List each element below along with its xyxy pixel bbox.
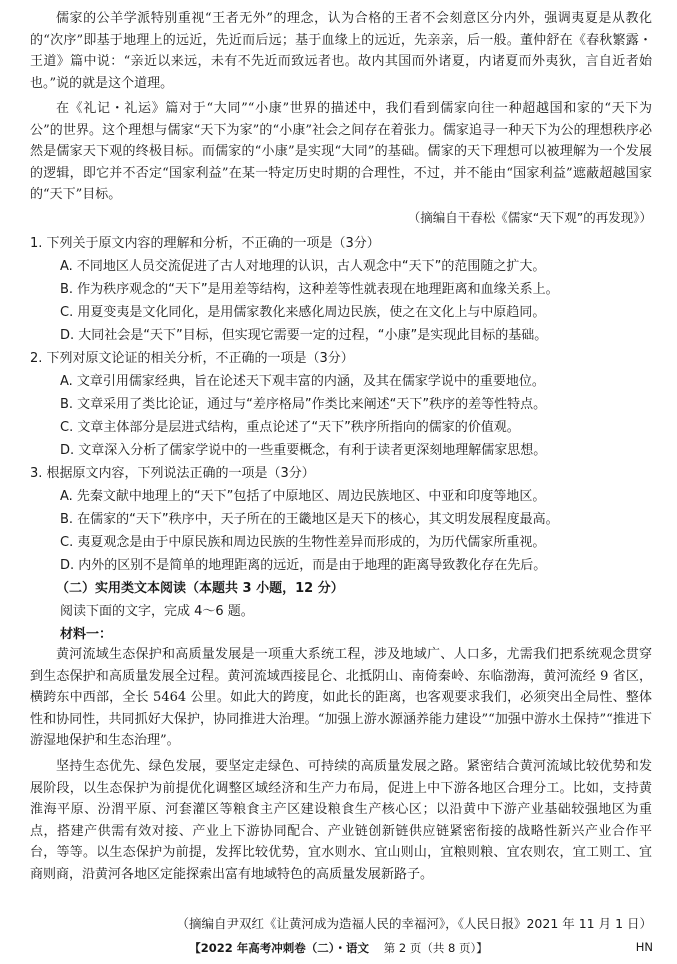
footer-center: [0, 940, 677, 956]
question-3-option-b: B. 在儒家的“天下”秩序中，天子所在的王畿地区是天下的核心，其文明发展程度最高。: [60, 512, 559, 527]
question-2-option-c: C. 文章主体部分是层进式结构，重点论述了“天下”秩序所指向的儒家的价值观。: [60, 420, 520, 435]
question-3-option-a: A. 先秦文献中地理上的“天下”包括了中原地区、周边民族地区、中亚和印度等地区。: [60, 489, 546, 504]
question-1-option-b: B. 作为秩序观念的“天下”是用差等结构，这种差等性就表现在地理距离和血缘关系上。: [60, 282, 559, 297]
source-citation-2: （摘编自尹双红《让黄河成为造福人民的幸福河》，《人民日报》2021 年 11 月 1 日）: [176, 916, 652, 931]
paragraph-green-development: 坚持生态优先、绿色发展，要坚定走绿色、可持续的高质量发展之路。紧密结合黄河流域比较优势和发展阶段，以生态保护为前提优化调整区域经济和生产力布局，促进上中下游各地区合理分工。比如，支持黄淮海平原、汾渭平原、河套灌区等粮食主产区建设粮食生产核心区；以沿黄中下游产业基础较强地区为重点，搭建产供需有效对接、产业上下游协同配合、产业链创新链供应链紧密衔接的战略性新兴产业合作平台，等等。以生态保护为前提，发挥比较优势，宜水则水、宜山则山，宜粮则粮、宜农则农，宜工则工、宜商则商，沿黄河各地区定能探索出富有地域特色的高质量发展新路子。: [30, 759, 652, 882]
question-2-option-b: B. 文章采用了类比论证，通过与“差序格局”作类比来阐述“天下”秩序的差等性特点。: [60, 397, 547, 412]
question-1-option-a: A. 不同地区人员交流促进了古人对地理的认识，古人观念中“天下”的范围随之扩大。: [60, 259, 546, 274]
question-1-stem: 1. 下列关于原文内容的理解和分析，不正确的一项是（3分）: [30, 236, 380, 251]
question-3-option-c: C. 夷夏观念是由于中原民族和周边民族的生物性差异而形成的，为历代儒家所重视。: [60, 535, 546, 550]
paragraph-great-unity: 在《礼记・礼运》篇对于“大同”“小康”世界的描述中，我们看到儒家向往一种超越国和家的“天下为公”的世界。这个理想与儒家“天下为家”的“小康”社会之间存在着张力。儒家追寻一种天下为公的理想秩序必然是儒家天下观的终极目标。而儒家的“小康”是实现“大同”的基础。儒家的天下理想可以被理解为一个发展的逻辑，即它并不否定“国家利益”在某一特定历史时期的合理性，不过，并不能由“国家利益”遮蔽超越国家的“天下”目标。: [30, 101, 652, 203]
footer-region-code: HN: [635, 940, 653, 954]
question-1-option-c: C. 用夏变夷是文化同化，是用儒家教化来感化周边民族，使之在文化上与中原趋同。: [60, 305, 546, 320]
footer-exam-title: 【2022 年高考冲刺卷（二）・语文: [189, 941, 370, 955]
paragraph-confucian-outer-inner: 儒家的公羊学派特别重视“王者无外”的理念，认为合格的王者不会刻意区分内外，强调夷夏是从教化的“次序”即基于地理上的远近，先近而后远；基于血缘上的远近，先亲亲，后一般。董仲舒在《春秋繁露・王道》篇中说：“亲近以来远，未有不先近而致远者也。故内其国而外诸夏，内诸夏而外夷狄，言自近者始也。”说的就是这个道理。: [30, 11, 652, 91]
section-heading-practical-reading: （二）实用类文本阅读（本题共 3 小题，12 分）: [56, 581, 344, 596]
question-2-option-d: D. 文章深入分析了儒家学说中的一些重要概念，有利于读者更深刻地理解儒家思想。: [60, 443, 547, 458]
question-2-stem: 2. 下列对原文论证的相关分析，不正确的一项是（3分）: [30, 351, 354, 366]
question-3-option-d: D. 内外的区别不是简单的地理距离的远近，而是由于地理的距离导致教化存在先后。: [60, 558, 547, 573]
question-3-stem: 3. 根据原文内容，下列说法正确的一项是（3分）: [30, 466, 315, 481]
question-2-option-a: A. 文章引用儒家经典，旨在论述天下观丰富的内涵，及其在儒家学说中的重要地位。: [60, 374, 545, 389]
paragraph-yellow-river-system: 黄河流域生态保护和高质量发展是一项重大系统工程，涉及地域广、人口多，尤需我们把系统观念贯穿到生态保护和高质量发展全过程。黄河流域西接昆仑、北抵阴山、南倚秦岭、东临渤海，黄河流经 9 省区，横跨东中西部，全长 5464 公里。如此大的跨度，如此长的距离，也客观要求我们，必须突出全局性、整体性和协同性，共同抓好大保护，协同推进大治理。“加强上游水源涵养能力建设”“加强中游水土保持”“推进下游湿地保护和生态治理”。: [30, 647, 652, 749]
source-citation-1: （摘编自干春松《儒家“天下观”的再发现》）: [407, 210, 652, 225]
material-one-label: 材料一：: [60, 627, 113, 642]
reading-instruction: 阅读下面的文字，完成 4～6 题。: [60, 604, 254, 619]
question-1-option-d: D. 大同社会是“天下”目标，但实现它需要一定的过程，“小康”是实现此目标的基础。: [60, 328, 548, 343]
footer-page-number: 第 2 页（共 8 页）】: [383, 941, 488, 955]
